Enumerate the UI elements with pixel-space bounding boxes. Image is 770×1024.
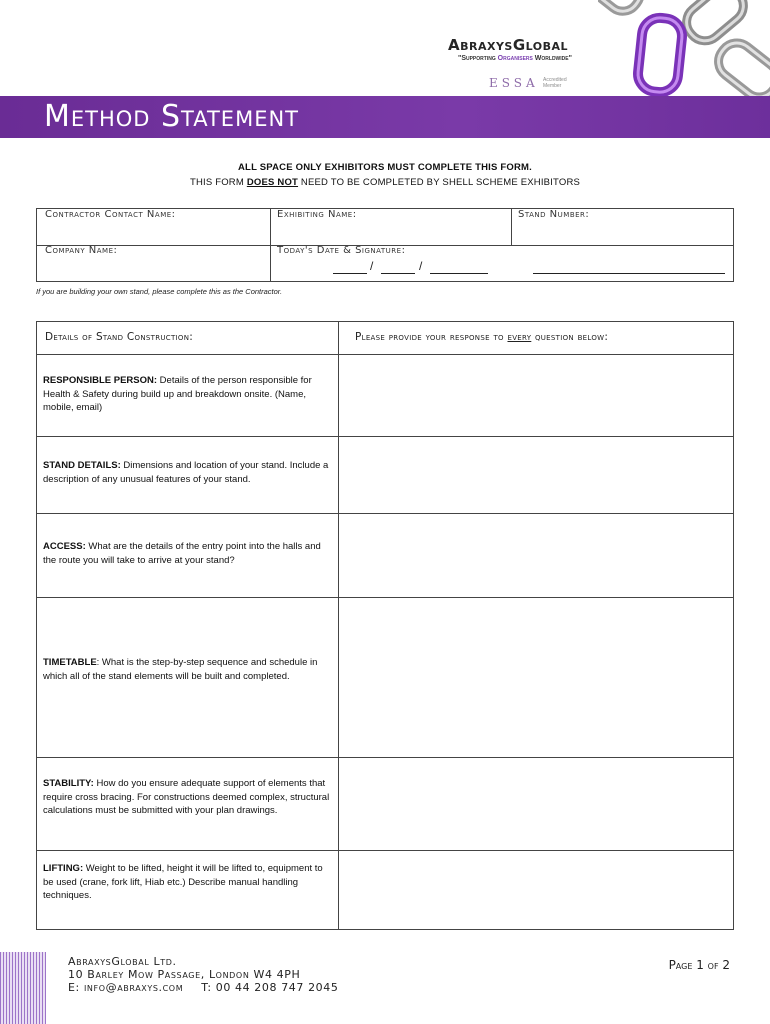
tagline-pre: "Supporting bbox=[458, 55, 498, 62]
company-name-label: Company Name: bbox=[45, 245, 118, 256]
response-header-pre: Please provide your response to bbox=[355, 331, 508, 343]
date-day-line[interactable] bbox=[333, 273, 367, 274]
notice-line-2-post: NEED TO BE COMPLETED BY SHELL SCHEME EXHIBITORS bbox=[298, 177, 581, 188]
footer-company: AbraxysGlobal Ltd. bbox=[68, 955, 177, 968]
exhibiting-name-label: Exhibiting Name: bbox=[277, 209, 357, 220]
stand-number-label: Stand Number: bbox=[518, 209, 590, 220]
response-header-post: question below: bbox=[531, 331, 609, 343]
question-stability bbox=[43, 777, 331, 818]
details-column-header: Details of Stand Construction: bbox=[45, 331, 194, 343]
notice-line-2 bbox=[0, 177, 770, 188]
question-text: Weight to be lifted, height it will be lifted to, equipment to be used (crane, fork lift, Hiab etc.) Describe manual handling techniques. bbox=[43, 863, 323, 901]
question-text: : What is the step-by-step sequence and schedule in which all of the stand elements will be built and completed. bbox=[43, 657, 318, 682]
brand-name: AbraxysGlobal bbox=[448, 36, 569, 54]
question-title: TIMETABLE bbox=[43, 657, 97, 668]
question-timetable bbox=[43, 656, 331, 683]
essa-line-2: Member bbox=[543, 83, 562, 89]
response-column-header bbox=[355, 331, 608, 343]
page-title: Method Statement bbox=[44, 99, 300, 134]
response-timetable[interactable] bbox=[339, 598, 734, 757]
brand-block bbox=[448, 36, 638, 62]
contact-divider-2 bbox=[511, 209, 512, 246]
tagline-post: Worldwide" bbox=[532, 55, 572, 62]
footer-phone: T: 00 44 208 747 2045 bbox=[201, 981, 339, 994]
title-banner bbox=[0, 96, 770, 138]
question-lifting bbox=[43, 862, 331, 903]
response-header-emph: every bbox=[507, 331, 532, 343]
response-access[interactable] bbox=[339, 514, 734, 597]
notice-line-2-pre: THIS FORM bbox=[189, 177, 247, 188]
page-number: Page 1 of 2 bbox=[668, 958, 730, 972]
essa-subtext bbox=[543, 77, 583, 89]
date-slash-2: / bbox=[419, 259, 423, 273]
question-stand-details bbox=[43, 459, 331, 486]
question-text: How do you ensure adequate support of elements that require cross bracing. For constructions deemed complex, structural calculations must be submitted with your plan drawings. bbox=[43, 778, 330, 816]
question-title: STAND DETAILS: bbox=[43, 460, 121, 471]
brand-tagline bbox=[458, 55, 638, 62]
signature-line[interactable] bbox=[533, 273, 725, 274]
footer-contact bbox=[68, 981, 338, 994]
contact-details-table bbox=[36, 208, 734, 282]
footer-address: 10 Barley Mow Passage, London W4 4PH bbox=[68, 968, 301, 981]
response-stand-details[interactable] bbox=[339, 437, 734, 513]
question-responsible-person bbox=[43, 374, 331, 415]
stand-construction-table bbox=[36, 321, 734, 930]
question-title: LIFTING: bbox=[43, 863, 84, 874]
contractor-contact-label: Contractor Contact Name: bbox=[45, 209, 176, 220]
question-text: Dimensions and location of your stand. Include a description of any unusual features of your stand. bbox=[43, 460, 329, 485]
footer-stripes-decoration bbox=[0, 952, 46, 1024]
question-title: RESPONSIBLE PERSON: bbox=[43, 375, 158, 386]
response-stability[interactable] bbox=[339, 758, 734, 850]
notice-emphasis: DOES NOT bbox=[246, 177, 299, 188]
notice-line-1: ALL SPACE ONLY EXHIBITORS MUST COMPLETE THIS FORM. bbox=[238, 162, 532, 173]
date-month-line[interactable] bbox=[381, 273, 415, 274]
question-title: ACCESS: bbox=[43, 541, 86, 552]
footer-email[interactable]: E: info@abraxys.com bbox=[68, 981, 184, 994]
essa-logo: ESSA bbox=[489, 76, 539, 90]
question-text: Details of the person responsible for Health & Safety during build up and breakdown onsite. (Name, mobile, email) bbox=[43, 375, 312, 413]
response-lifting[interactable] bbox=[339, 851, 734, 929]
response-responsible-person[interactable] bbox=[339, 355, 734, 436]
question-access bbox=[43, 540, 331, 567]
tagline-highlight: Organisers bbox=[497, 55, 533, 62]
question-title: STABILITY: bbox=[43, 778, 94, 789]
date-year-line[interactable] bbox=[430, 273, 488, 274]
date-signature-label: Today's Date & Signature: bbox=[277, 245, 406, 256]
contractor-note: If you are building your own stand, please complete this as the Contractor. bbox=[36, 287, 283, 296]
date-slash-1: / bbox=[370, 259, 374, 273]
essa-line-1: Accredited bbox=[543, 77, 567, 83]
question-text: What are the details of the entry point into the halls and the route you will take to arrive at your stand? bbox=[43, 541, 321, 566]
